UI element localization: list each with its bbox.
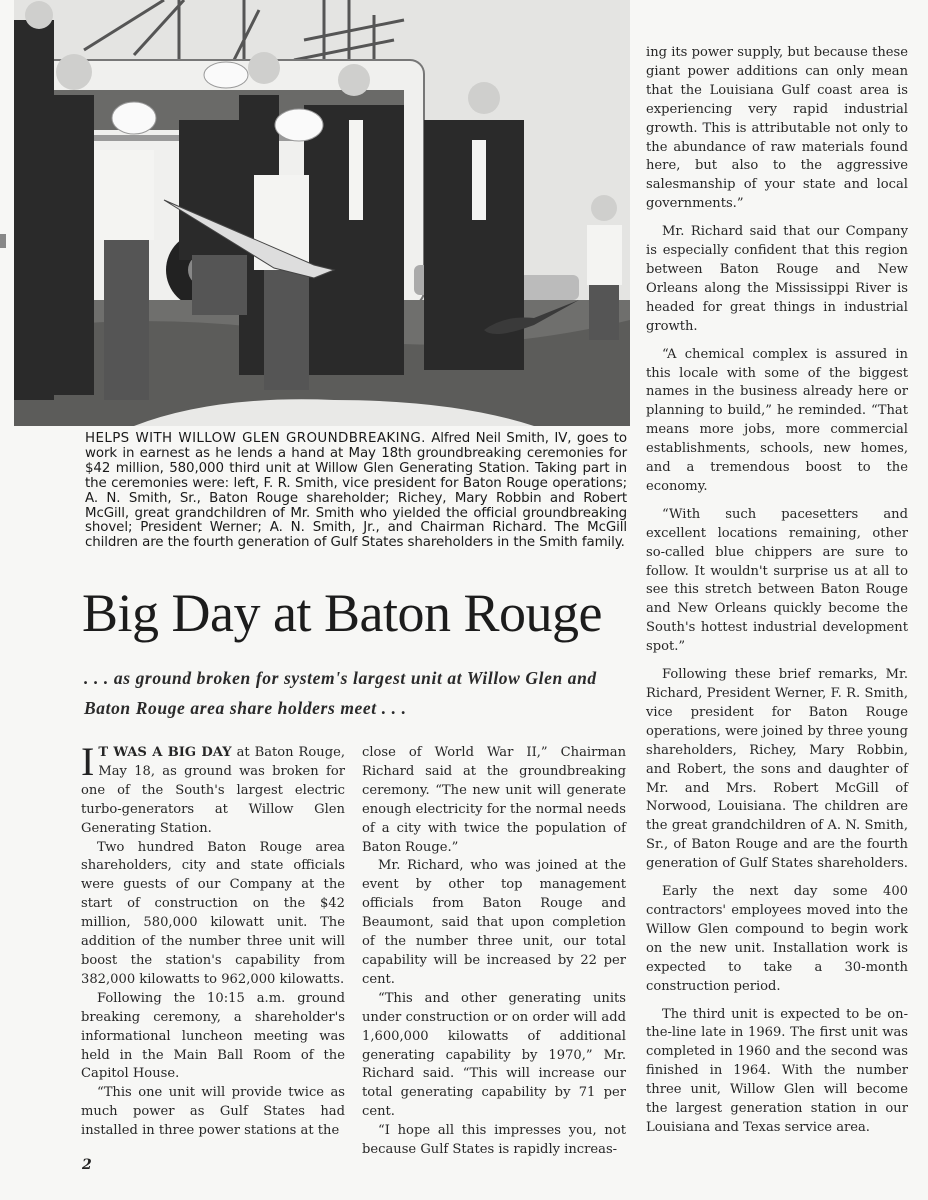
article-paragraph: “This and other generating units under construction or on order will add 1,600,000 kilowatts of additional generating capability by 1970,” Mr. Richard said. “This will increase our total generating capability by 71 per cent. [362,990,626,1120]
article-column-3 [646,44,908,1138]
article-paragraph: “I hope all this impresses you, not because Gulf States is rapidly increas- [362,1123,626,1158]
article-paragraph: Mr. Richard said that our Company is especially confident that this region between Baton Rouge and New Orleans along the Mississippi River is headed for great things in industrial growth. [646,224,908,334]
article-paragraph: “This one unit will provide twice as much power as Gulf States had installed in three power stations at the [81,1085,345,1139]
article-paragraph: The third unit is expected to be on-the-line late in 1969. The first unit was completed in 1960 and the second was finished in 1964. With the number three unit, Willow Glen will become the largest generation station in our Louisiana and Texas service area. [646,1006,908,1135]
drop-cap: I [81,739,95,784]
scan-edge-mark [0,234,6,248]
article-paragraph: Early the next day some 400 contractors' employees moved into the Willow Glen compound to begin work on the new unit. Installation work is expected to take a 30-month construction period. [646,884,908,994]
article-paragraph: ing its power supply, but because these giant power additions can only mean that the Louisiana Gulf coast area is experiencing very rapid industrial growth. This is attributable not only to the abundance of raw materials found here, but also to the aggressive salesmanship of your state and local governments.” [646,45,908,212]
groundbreaking-photo [14,0,630,426]
lead-caps: T WAS A BIG DAY [98,745,232,760]
article-subhead: . . . as ground broken for system's largest unit at Willow Glen and Baton Rouge area share holders meet . . . [84,668,597,718]
photo-caption [85,432,627,551]
article-headline: Big Day at Baton Rouge [82,583,602,643]
article-paragraph: Following the 10:15 a.m. ground breaking ceremony, a shareholder's informational luncheon meeting was held in the Main Ball Room of the Capitol House. [81,990,345,1082]
article-paragraph: Mr. Richard, who was joined at the event by other top management officials from Baton Rouge and Beaumont, said that upon completion of the number three unit, our total capability will be increased by 22 per cent. [362,858,626,987]
article-paragraph: Following these brief remarks, Mr. Richard, President Werner, F. R. Smith, vice president for Baton Rouge operations, were joined by three young shareholders, Richey, Mary Robbin, and Robert, the sons and daughter of Mr. and Mrs. Robert McGill of Norwood, Louisiana. The children are the great grandchildren of A. N. Smith, Sr., of Baton Rouge and are the fourth generation of Gulf States shareholders. [646,667,908,872]
article-paragraph: I T WAS A BIG DAY at Baton Rouge, May 18, as ground was broken for one of the South's largest electric turbo-generators at Willow Glen Generating Station. [81,739,345,836]
photo-illustration [14,0,630,426]
article-paragraph: “A chemical complex is assured in this locale with some of the biggest names in the business already here or planning to build,” he reminded. “That means more jobs, more commercial establishments, schools, new homes, and a tremendous boost to the economy. [646,346,908,494]
caption-text: Alfred Neil Smith, IV, goes to work in earnest as he lends a hand at May 18th groundbreaking ceremonies for $42 million, 580,000 third unit at Willow Glen Generating Station. Taking part in the ceremonies were: left, F. R. Smith, vice president for Baton Rouge operations; A. N. Smith, Sr., Baton Rouge shareholder; Richey, Mary Robbin and Robert McGill, great grandchildren of Mr. Smith who yielded the official groundbreaking shovel; President Werner; A. N. Smith, Jr., and Chairman Richard. The McGill children are the fourth generation of Gulf States shareholders in the Smith family. [85,431,628,551]
article-paragraph: Two hundred Baton Rouge area shareholders, city and state officials were guests of our Company at the start of construction on the $42 million, 580,000 kilowatt unit. The addition of the number three unit will boost the station's capability from 382,000 kilowatts to 962,000 kilowatts. [81,839,345,987]
article-column-2 [362,744,626,1160]
article-column-1 [81,739,345,1141]
caption-lead: HELPS WITH WILLOW GLEN GROUNDBREAKING. [85,431,426,446]
page-number: 2 [82,1157,92,1173]
article-paragraph: “With such pacesetters and excellent locations remaining, other so-called blue chippers are sure to follow. It wouldn't surprise us at all to see this stretch between Baton Rouge and New Orleans quickly become the South's hottest industrial development spot.” [646,506,908,655]
article-paragraph: close of World War II,” Chairman Richard said at the groundbreaking ceremony. “The new unit will generate enough electricity for the normal needs of a city with twice the population of Baton Rouge.” [362,745,626,855]
